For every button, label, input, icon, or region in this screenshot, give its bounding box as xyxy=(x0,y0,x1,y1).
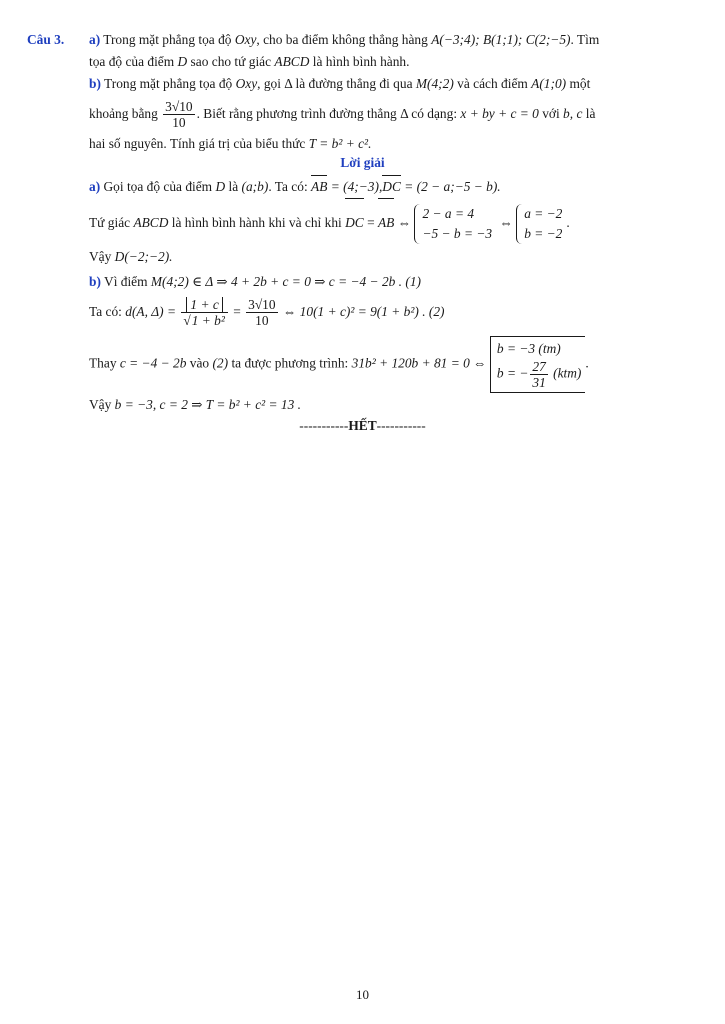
solution-b-line3 xyxy=(89,336,589,393)
vector-ab: AB xyxy=(311,179,328,194)
solution-b-substitution: c = −4 − 2b xyxy=(119,355,187,371)
system-1 xyxy=(414,204,496,244)
part-a-line2c: là hình bình hành. xyxy=(312,54,410,69)
case-2 xyxy=(497,359,581,390)
end-mark-left-dashes: ----------- xyxy=(299,418,349,433)
question-part-b-line2 xyxy=(89,98,595,130)
solution-a-line1 xyxy=(89,178,501,196)
question-number: Câu 3. xyxy=(27,32,65,47)
question-part-a-line2 xyxy=(89,53,409,71)
solution-a-line3 xyxy=(89,248,173,266)
part-b-line2d: là xyxy=(585,106,596,121)
part-b-point-a: A(1;0) xyxy=(531,76,567,91)
case-2-fraction xyxy=(530,359,547,390)
system-2 xyxy=(516,204,566,244)
solution-b-l4a: Vậy xyxy=(89,397,112,412)
solution-cases xyxy=(490,336,585,393)
distance-formula-denominator: √1 + b² xyxy=(183,313,225,329)
system-2-eq2: b = −2 xyxy=(524,225,563,241)
expression-t: T = b² + c². xyxy=(308,136,372,151)
case-2-numerator: 27 xyxy=(532,359,546,374)
part-b-line2a: khoảng bằng xyxy=(89,106,158,121)
distance-value-fraction xyxy=(246,297,277,328)
solution-a-l1c: là xyxy=(228,179,239,194)
solution-b-l3e: ta được phương trình: xyxy=(231,355,349,371)
part-a-points: A(−3;4); B(1;1); C(2;−5) xyxy=(431,32,571,47)
solution-b-line1 xyxy=(89,273,421,291)
part-b-point-m: M(4;2) xyxy=(415,76,454,91)
line-equation: x + by + c = 0 xyxy=(460,106,539,121)
solution-a-l2c: là hình bình hành khi và chỉ khi xyxy=(171,215,342,230)
equation-ref-2: (2) xyxy=(212,355,229,371)
part-b-bc: b, c xyxy=(563,106,583,121)
part-a-line2b: sao cho tứ giác xyxy=(190,54,272,69)
fraction-denominator: 10 xyxy=(172,115,186,131)
case-1: b = −3 (tm) xyxy=(496,341,561,356)
solution-a-result: D(−2;−2). xyxy=(114,249,173,264)
solution-b-l3-period: . xyxy=(585,355,589,371)
distance-fraction xyxy=(163,99,194,130)
part-a-point-d: D xyxy=(177,54,188,69)
distance-value-numerator: 3√10 xyxy=(248,297,276,313)
system-1-eq1: 2 − a = 4 xyxy=(422,205,475,221)
part-b-text3: và cách điểm xyxy=(457,76,528,91)
solution-title xyxy=(0,155,725,171)
solution-a-l1e: . Ta có: xyxy=(268,179,308,194)
part-b-oxy: Oxy xyxy=(235,76,258,91)
vector-ab-value: = (4;−3), xyxy=(330,179,383,194)
solution-b-label: b) xyxy=(89,274,101,289)
part-b-text4: một xyxy=(569,76,591,91)
solution-b-l3a: Thay xyxy=(89,355,117,371)
solution-a-l1a: Gọi tọa độ của điểm xyxy=(103,179,213,194)
solution-a-l2-period: . xyxy=(566,215,570,230)
question-part-b-line1 xyxy=(89,75,590,93)
system-2-eq1: a = −2 xyxy=(524,205,563,221)
part-b-label: b) xyxy=(89,76,101,91)
case-2-denominator: 31 xyxy=(532,375,546,390)
case-2-prefix: b = − xyxy=(496,365,529,381)
end-mark xyxy=(0,418,725,434)
page-number: 10 xyxy=(356,987,369,1002)
quadratic-equation: 31b² + 120b + 81 = 0 ⇔ xyxy=(351,355,487,371)
system-1-eq2: −5 − b = −3 xyxy=(422,225,493,241)
part-a-line2-text: tọa độ của điểm xyxy=(89,54,175,69)
distance-expression: d(A, Δ) = xyxy=(125,304,176,319)
case-2-suffix: (ktm) xyxy=(553,365,582,381)
iff-symbol-2: ⇔ xyxy=(499,215,513,230)
solution-b-line4 xyxy=(89,396,301,414)
solution-title-text: Lời giải xyxy=(340,155,385,170)
final-answer: b = −3, c = 2 ⇒ T = b² + c² = 13 . xyxy=(114,397,301,412)
solution-b-l1b: M(4;2) ∈ Δ ⇒ 4 + 2b + c = 0 ⇒ c = −4 − 2b . (1) xyxy=(150,274,421,289)
part-b-line2c: với xyxy=(542,106,560,121)
part-b-text2: , gọi Δ là đường thẳng đi qua xyxy=(257,76,413,91)
question-part-a-line1 xyxy=(89,31,599,49)
distance-value-denominator: 10 xyxy=(255,313,269,329)
distance-formula-numerator xyxy=(181,297,228,313)
part-a-label: a) xyxy=(89,32,101,47)
equals-sign-2: = xyxy=(233,304,241,319)
part-a-text3: . Tìm xyxy=(570,32,600,47)
solution-b-equation-2: ⇔ 10(1 + c)² = 9(1 + b²) . (2) xyxy=(282,304,445,319)
sqrt-denominator: 1 + b² xyxy=(191,313,225,329)
solution-a-label: a) xyxy=(89,179,101,194)
fraction-numerator: 3√10 xyxy=(165,99,193,115)
solution-a-d: D xyxy=(215,179,226,194)
iff-symbol-1: ⇔ xyxy=(397,215,412,230)
part-a-oxy: Oxy xyxy=(234,32,257,47)
end-mark-word: HẾT xyxy=(348,418,377,433)
vector-dc-2: DC xyxy=(345,201,364,245)
end-mark-right-dashes: ----------- xyxy=(376,418,426,433)
question-label xyxy=(27,31,64,49)
solution-b-l1a: Vì điểm xyxy=(104,274,148,289)
solution-a-l2a: Tứ giác xyxy=(89,215,131,230)
vector-ab-2: AB xyxy=(378,201,394,245)
part-a-text1: Trong mặt phẳng tọa độ xyxy=(103,32,232,47)
vector-dc: DC xyxy=(382,179,401,194)
solution-a-line2 xyxy=(89,201,570,245)
solution-b-line2 xyxy=(89,294,445,330)
part-a-text2: , cho ba điểm không thẳng hàng xyxy=(256,32,428,47)
solution-b-l2a: Ta có: xyxy=(89,304,122,319)
vector-dc-value: = (2 − a;−5 − b). xyxy=(404,179,501,194)
solution-a-l3a: Vậy xyxy=(89,249,112,264)
part-a-abcd: ABCD xyxy=(274,54,310,69)
equals-sign: = xyxy=(367,215,375,230)
solution-a-abcd: ABCD xyxy=(133,215,169,230)
part-b-line3a: hai số nguyên. Tính giá trị của biểu thức xyxy=(89,136,306,151)
part-b-text1: Trong mặt phẳng tọa độ xyxy=(104,76,233,91)
distance-formula-fraction xyxy=(181,297,228,328)
question-part-b-line3 xyxy=(89,135,371,153)
solution-a-coords: (a;b) xyxy=(241,179,269,194)
part-b-line2b: . Biết rằng phương trình đường thẳng Δ có dạng: xyxy=(196,106,458,121)
abs-value-numerator: 1 + c xyxy=(186,297,222,312)
solution-b-l3c: vào xyxy=(189,355,210,371)
